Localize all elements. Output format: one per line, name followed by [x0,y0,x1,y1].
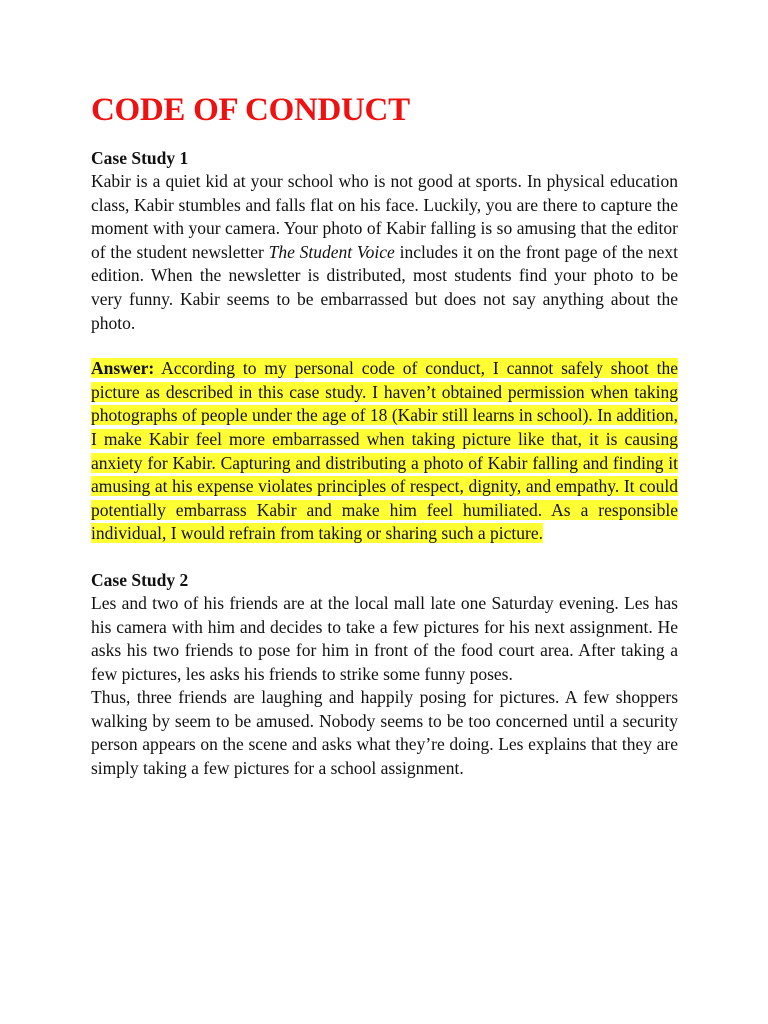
case-study-1-text [91,170,678,335]
case-study-1-text-end: includes it on the front page of the next edition. When the newsletter is distributed, most students find your photo to be very funny. Kabir seems to be embarrassed but does not say anything about the photo. [91,241,679,333]
case-study-2-heading: Case Study 2 [91,569,189,590]
newsletter-name: The Student Voice [268,241,395,262]
document-title: CODE OF CONDUCT [91,92,410,128]
answer-text: According to my personal code of conduct, I cannot safely shoot the picture as described in this case study. I haven’t obtained permission when taking photographs of people under the age of 18 (Kabir still learns in school). In addition, I make Kabir feel more embarrassed when taking picture like that, it is causing anxiety for Kabir. Capturing and distributing a photo of Kabir falling and finding it amusing at his expense violates principles of respect, dignity, and empathy. It could potentially embarrass Kabir and make him feel humiliated. As a responsible individual, I would refrain from taking or sharing such a picture. [91,358,678,544]
case-study-2-paragraph-2: Thus, three friends are laughing and happily posing for pictures. A few shoppers walking by seem to be amused. Nobody seems to be too concerned until a security person appears on the scene and asks what they’re doing. Les explains that they are simply taking a few pictures for a school assignment. [91,687,678,779]
answer-label: Answer: [91,358,155,379]
document-page [91,88,678,781]
answer-paragraph [91,357,678,546]
case-study-2-paragraph-1: Les and two of his friends are at the local mall late one Saturday evening. Les has his camera with him and decides to take a few pictures for his next assignment. He asks his two friends to pose for him in front of the food court area. After taking a few pictures, les asks his friends to strike some funny poses. [91,592,678,684]
case-study-1-heading: Case Study 1 [91,148,189,168]
case-study-1-text-start: Kabir is a quiet kid at your school who is not good at sports. In physical education class, Kabir stumbles and falls flat on his face. Luckily, you are there to capture the moment with your camera. Your photo of Kabir falling is so amusing that the editor of the student newsletter [91,171,678,262]
